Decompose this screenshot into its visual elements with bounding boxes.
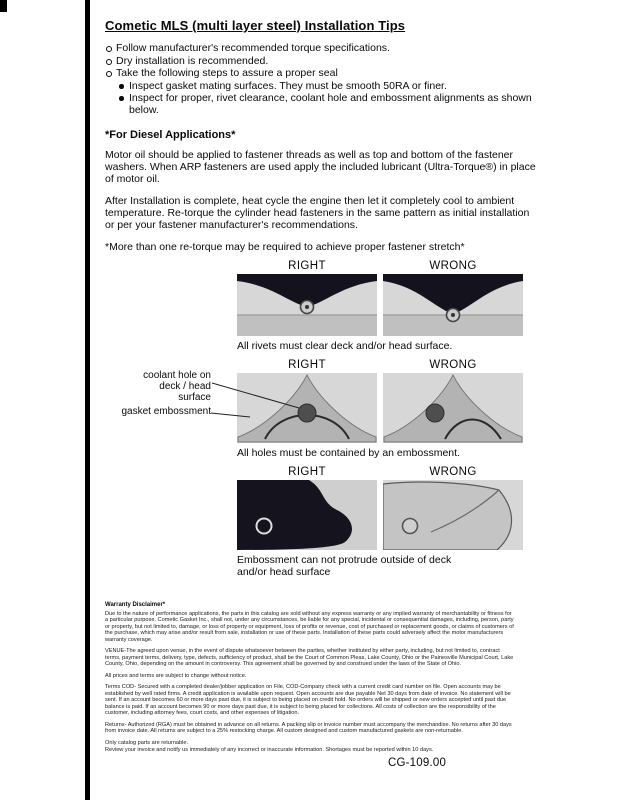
diesel-applications-heading: *For Diesel Applications* bbox=[105, 128, 236, 141]
warranty-paragraph: Due to the nature of performance applications, the parts in this catalog are sold without any express warranty or any implied warranty of merchantability or fitness for a particular purpose. Cometic Gasket Inc., shall not, under any circumstances, be liable for any special, incidental or consequential damages, including, person, party or property, but not limited to, damage, or loss of property or equipment, loss of profits or revenue, cost of purchased or replacement goods, or claims of customers of the purchase, which may arise and/or result from sale, installation or use of these parts. Installation of these parts could adversely affect the motor manufacturers warranty coverage. bbox=[105, 610, 514, 643]
diagram-labels bbox=[237, 359, 537, 371]
embossment-caption: All holes must be contained by an embossment. bbox=[237, 446, 460, 459]
rivet-caption: All rivets must clear deck and/or head surface. bbox=[237, 339, 453, 352]
diagram-row-protrusion bbox=[237, 466, 537, 578]
rivet-wrong-image bbox=[383, 274, 523, 336]
installation-subtips-list bbox=[118, 80, 555, 116]
subtip-item: Inspect gasket mating surfaces. They must be smooth 50RA or finer. bbox=[118, 80, 555, 92]
page-spine-rule bbox=[85, 0, 90, 800]
installation-tips-list bbox=[105, 42, 555, 80]
gasket-embossment-annotation: gasket embossment bbox=[121, 405, 211, 417]
wrong-label: WRONG bbox=[429, 259, 477, 272]
diagram-labels bbox=[237, 260, 537, 272]
warranty-heading: Warranty Disclaimer* bbox=[105, 601, 166, 608]
rivet-images bbox=[237, 274, 537, 336]
embossment-wrong-image bbox=[383, 373, 523, 443]
protrusion-caption: Embossment can not protrude outside of deck and/or head surface bbox=[237, 553, 452, 578]
right-label: RIGHT bbox=[288, 259, 326, 272]
page-content bbox=[105, 18, 555, 759]
tip-item: Follow manufacturer's recommended torque specifications. bbox=[105, 42, 555, 55]
protrusion-wrong-image bbox=[383, 480, 523, 550]
coolant-hole-annotation: coolant hole on deck / head surface bbox=[143, 369, 211, 403]
warranty-paragraph: Only catalog parts are returnable. bbox=[105, 739, 189, 746]
diesel-paragraph-1: Motor oil should be applied to fastener threads as well as top and bottom of the fastener washers. When ARP fasteners are used apply the included lubricant (Ultra-Torque®) in place of motor oil. bbox=[105, 148, 536, 185]
tip-item: Dry installation is recommended. bbox=[105, 55, 555, 68]
diesel-paragraph-3: *More than one re-torque may be required to achieve proper fastener stretch* bbox=[105, 240, 465, 253]
page-title: Cometic MLS (multi layer steel) Installation Tips bbox=[105, 18, 406, 33]
subtip-item: Inspect for proper, rivet clearance, coolant hole and embossment alignments as shown below. bbox=[118, 92, 555, 116]
scan-corner-artifact bbox=[0, 0, 7, 12]
rivet-right-image bbox=[237, 274, 377, 336]
embossment-right-image bbox=[237, 373, 377, 443]
protrusion-images bbox=[237, 480, 537, 550]
diagram-section bbox=[121, 259, 537, 578]
warranty-paragraph: VENUE-The agreed upon venue, in the event of dispute whatsoever between the parties, whether instituted by either party, including, but not limited to, contract terms, payment terms, delivery, type, defects, sufficiency of product, shall be the Court of Common Pleas, Lake County, Ohio or the Painesville Municipal Court, Lake County, Ohio, depending on the amount in controversy. This agreement shall be governed by and construed under the laws of the State of Ohio. bbox=[105, 648, 514, 667]
page-code: CG-109.00 bbox=[388, 757, 447, 769]
diagram-row-embossment bbox=[121, 358, 537, 459]
right-label: RIGHT bbox=[288, 358, 326, 371]
diagram-labels bbox=[237, 466, 537, 478]
diagram-row-rivets bbox=[237, 260, 537, 352]
wrong-label: WRONG bbox=[429, 465, 477, 478]
warranty-disclaimer bbox=[105, 602, 515, 754]
warranty-paragraph: All prices and terms are subject to change without notice. bbox=[105, 672, 247, 679]
diesel-paragraph-2: After Installation is complete, heat cycle the engine then let it completely cool to ambient temperature. Re-torque the cylinder head fasteners in the same pattern as initial installation or per your fastener manufacturer's recommendations. bbox=[105, 194, 530, 231]
warranty-paragraph: Terms COD- Secured with a completed dealer/jobber application on File, COD-Company check with a current credit card number on file. Open accounts may be established by well rated firms. A credit application is available upon request. Open accounts are due payable Net 30 days from date of invoice. No statement will be sent. If an account becomes 60 or more days past due, it is subject to being placed on credit hold. No orders will be shipped or new orders accepted until past due balance is paid. If an account becomes 90 or more days past due, it is subject to being placed for collections. All costs of collection are the responsibility of the customer, including attorney fees, court costs, and other expenses of litigation. bbox=[105, 684, 511, 716]
wrong-label: WRONG bbox=[429, 358, 477, 371]
warranty-paragraph: Review your invoice and notify us immediately of any incorrect or inaccurate information. Shortages must be reported within 10 days. bbox=[105, 747, 434, 753]
protrusion-right-image bbox=[237, 480, 377, 550]
tip-item: Take the following steps to assure a proper seal bbox=[105, 67, 555, 80]
right-label: RIGHT bbox=[288, 465, 326, 478]
warranty-paragraph: Returns- Authorized (RGA) must be obtained in advance on all returns. A packing slip or invoice number must accompany the merchandise. No returns after 30 days from invoice date. All returns are subject to a 25% restocking charge. All custom designed and custom manufactured gaskets are non-returnable. bbox=[105, 721, 512, 734]
embossment-images bbox=[121, 369, 537, 443]
